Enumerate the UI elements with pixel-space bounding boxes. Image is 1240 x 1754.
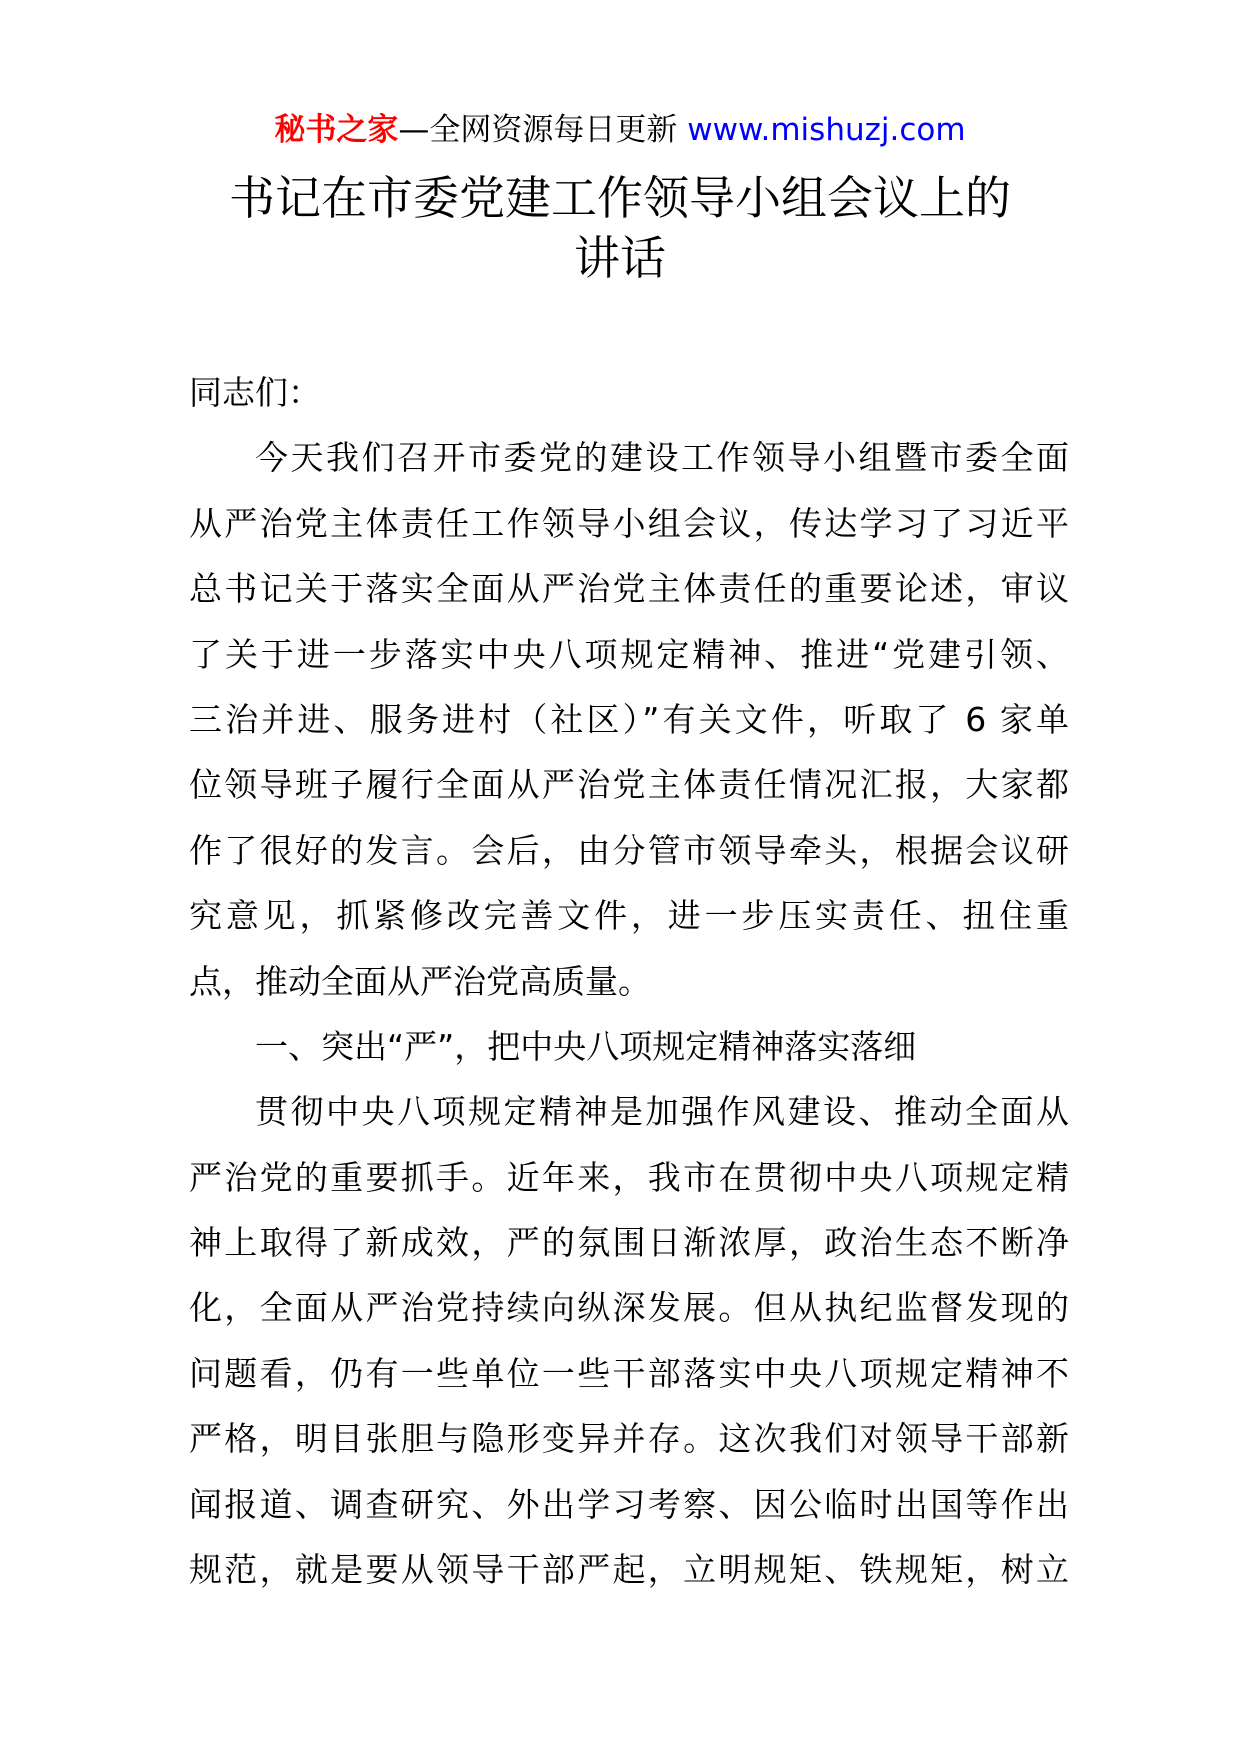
paragraph-line: 神上取得了新成效，严的氛围日渐浓厚，政治生态不断净 — [189, 1223, 1069, 1263]
document-body — [189, 360, 1069, 1602]
paragraph-line: 严治党的重要抓手。近年来，我市在贯彻中央八项规定精 — [189, 1157, 1069, 1197]
paragraph-line: 严格，明目张胆与隐形变异并存。这次我们对领导干部新 — [189, 1419, 1069, 1459]
paragraph-line: 问题看，仍有一些单位一些干部落实中央八项规定精神不 — [189, 1353, 1069, 1393]
site-banner — [0, 104, 1240, 149]
document-title-line-2: 讲话 — [574, 231, 666, 285]
brand-name: 秘书之家 — [274, 112, 399, 148]
paragraph-line: 三治并进、服务进村（社区）”有关文件，听取了 6 家单 — [189, 699, 1069, 739]
paragraph-line: 作了很好的发言。会后，由分管市领导牵头，根据会议研 — [189, 830, 1069, 870]
paragraph-line: 今天我们召开市委党的建设工作领导小组暨市委全面 — [255, 438, 1069, 478]
paragraph-line: 位领导班子履行全面从严治党主体责任情况汇报，大家都 — [189, 765, 1069, 805]
paragraph-line: 点，推动全面从严治党高质量。 — [189, 961, 651, 1001]
paragraph-line: 了关于进一步落实中央八项规定精神、推进“党建引领、 — [189, 634, 1069, 674]
paragraph-line: 贯彻中央八项规定精神是加强作风建设、推动全面从 — [255, 1092, 1069, 1132]
banner-tagline: —全网资源每日更新 — [398, 112, 688, 148]
document-title-line-1: 书记在市委党建工作领导小组会议上的 — [229, 171, 1011, 225]
paragraph-line: 总书记关于落实全面从严治党主体责任的重要论述，审议 — [189, 569, 1069, 609]
paragraph-line: 究意见，抓紧修改完善文件，进一步压实责任、扭住重 — [189, 896, 1069, 936]
section-heading: 一、突出“严”，把中央八项规定精神落实落细 — [255, 1026, 917, 1066]
salutation: 同志们： — [189, 373, 321, 412]
paragraph-line: 从严治党主体责任工作领导小组会议，传达学习了习近平 — [189, 503, 1069, 543]
paragraph-line: 闻报道、调查研究、外出学习考察、因公临时出国等作出 — [189, 1484, 1069, 1524]
site-url-link[interactable]: www.mishuzj.com — [687, 112, 966, 148]
paragraph-line: 化，全面从严治党持续向纵深发展。但从执纪监督发现的 — [189, 1288, 1069, 1328]
paragraph-line: 规范，就是要从领导干部严起，立明规矩、铁规矩，树立 — [189, 1550, 1069, 1590]
